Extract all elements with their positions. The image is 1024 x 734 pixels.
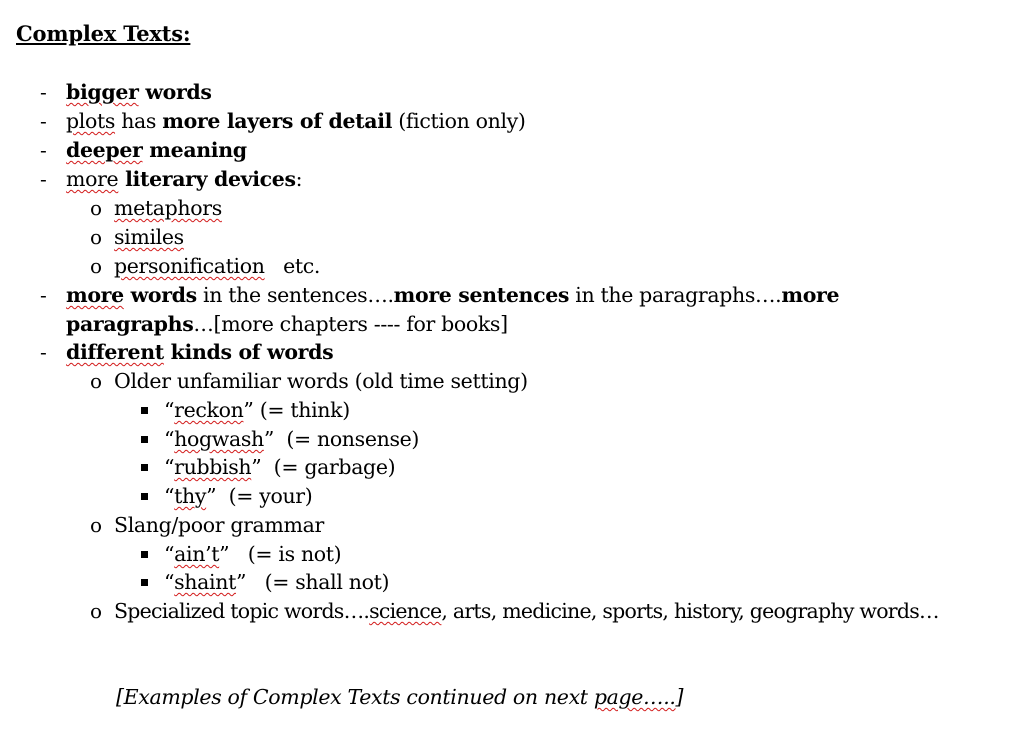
dash-bullet: - [40,138,47,162]
text: ” (= garbage) [251,455,396,479]
circle-bullet: o [90,369,102,393]
text: “ [164,484,175,508]
page-title: Complex Texts: [16,21,191,46]
text: Specialized topic words…. [114,599,370,623]
text: ] [675,685,684,709]
spellcheck-word: deeper [66,138,143,162]
sub-item-older-words [90,367,528,396]
bold-text: more sentences [393,283,570,307]
square-bullet [141,551,148,558]
square-bullet [141,493,148,500]
text: Slang/poor grammar [114,513,324,537]
dash-bullet: - [40,80,47,104]
list-item-literary-devices [40,165,303,194]
bold-text: meaning [142,138,247,162]
circle-bullet: o [90,225,102,249]
list-item-bigger-words [40,78,212,107]
sub-item-similes [90,223,184,252]
spellcheck-word: thy [174,484,207,508]
spellcheck-word: ain’t [174,542,220,566]
text: ” (= nonsense) [263,427,420,451]
circle-bullet: o [90,254,102,278]
square-bullet [141,464,148,471]
spellcheck-word: more [66,283,124,307]
text: Older unfamiliar words (old time setting) [114,369,528,393]
bold-text: more [781,283,840,307]
spellcheck-word: science [369,599,442,623]
dash-bullet: - [40,109,47,133]
spellcheck-word: hogwash [174,427,264,451]
square-bullet [141,436,148,443]
text: “ [164,570,175,594]
text: ” (= your) [206,484,313,508]
text: “ [164,455,175,479]
list-item-deeper-meaning [40,136,247,165]
text: ” (= is not) [219,542,342,566]
spellcheck-word: metaphors [114,196,222,220]
dash-bullet: - [40,283,47,307]
continued-note [116,683,683,712]
sub-item-specialized [90,597,939,626]
sub-item-personification [90,252,321,281]
sub-item-slang [90,511,324,540]
list-item-more-words [40,281,840,310]
dash-bullet: - [40,340,47,364]
text: ” (= shall not) [235,570,390,594]
text: etc. [264,254,321,278]
circle-bullet: o [90,599,103,623]
spellcheck-word: page….. [593,685,676,709]
square-bullet [141,407,148,414]
text: “ [164,542,175,566]
sub-item-metaphors [90,194,222,223]
spellcheck-word: shaint [174,570,236,594]
text: has [115,109,163,133]
word-hogwash [164,425,419,454]
circle-bullet: o [90,196,102,220]
text: in the sentences…. [196,283,394,307]
spellcheck-word: rubbish [174,455,252,479]
bold-text: paragraphs [66,312,194,336]
bold-text: words [123,283,197,307]
list-item-more-words-cont [66,310,508,339]
word-shaint [164,568,389,597]
spellcheck-word: similes [114,225,184,249]
text: [Examples of Complex Texts continued on next [116,685,594,709]
word-rubbish [164,453,395,482]
spellcheck-word: personification [114,254,265,278]
bold-text: words [138,80,212,104]
bold-text: literary devices [118,167,296,191]
square-bullet [141,579,148,586]
text: : [295,167,303,191]
spellcheck-word: bigger [66,80,139,104]
text: , arts, medicine, sports, history, geography words… [441,599,939,623]
list-item-different-kinds [40,338,334,367]
text: …[more chapters ---- for books] [193,312,508,336]
spellcheck-word: reckon [174,398,244,422]
text: “ [164,427,175,451]
spellcheck-word: different [66,340,164,364]
word-reckon [164,396,350,425]
text: in the paragraphs…. [569,283,782,307]
word-thy [164,482,312,511]
dash-bullet: - [40,167,47,191]
text: “ [164,398,175,422]
text: ” (= think) [243,398,350,422]
spellcheck-word: plots [66,109,116,133]
word-aint [164,540,341,569]
bold-text: more layers of detail [162,109,393,133]
spellcheck-word: more [66,167,119,191]
list-item-plots [40,107,526,136]
circle-bullet: o [90,513,102,537]
bold-text: kinds of words [163,340,334,364]
text: (fiction only) [392,109,526,133]
